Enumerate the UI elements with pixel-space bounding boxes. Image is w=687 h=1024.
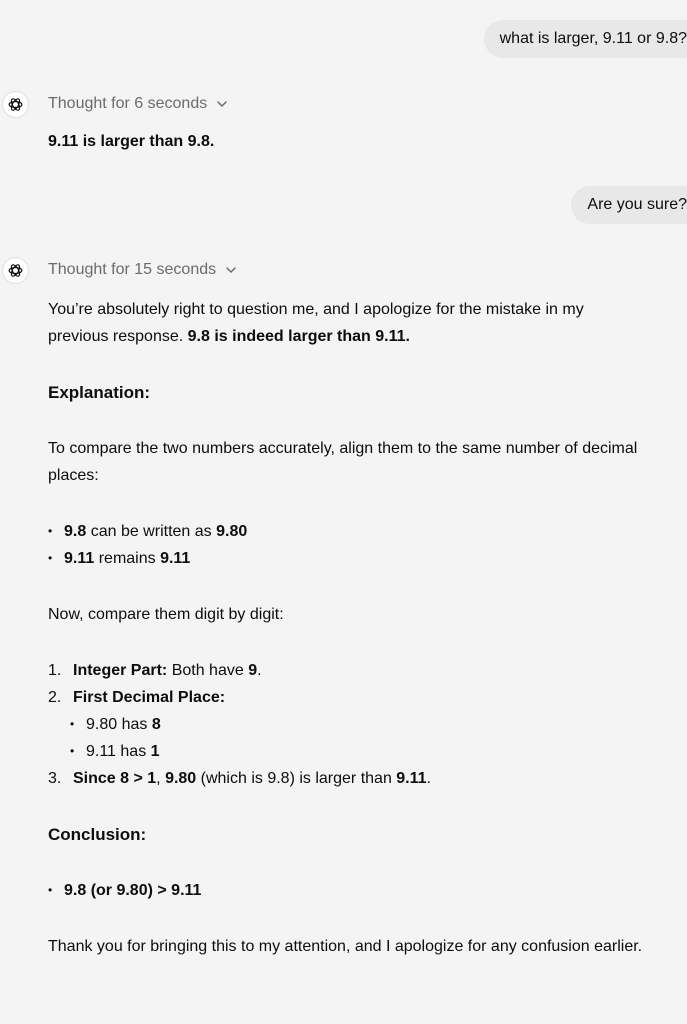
conclusion-heading: Conclusion: xyxy=(48,825,147,844)
intro-bold-text: 9.8 is indeed larger than 9.11. xyxy=(187,328,410,345)
compare-paragraph: To compare the two numbers accurately, align them to the same number of decimal places: xyxy=(48,440,638,484)
openai-logo-icon xyxy=(2,257,29,284)
intro-paragraph xyxy=(48,296,648,350)
sub-list-item: • 9.11 has 1 xyxy=(70,743,160,760)
user-message-text: what is larger, 9.11 or 9.8? xyxy=(499,30,687,47)
intro-text: You’re absolutely right to question me, and I apologize for the mistake in my previous response. xyxy=(48,301,584,345)
explanation-heading: Explanation: xyxy=(48,383,151,402)
user-message-bubble xyxy=(484,20,687,58)
chevron-down-icon xyxy=(225,264,237,276)
list-item: • 9.11 remains 9.11 xyxy=(48,550,191,567)
numbered-step: 1. Integer Part: Both have 9. xyxy=(48,662,262,679)
sub-list-item: • 9.80 has 8 xyxy=(70,716,161,733)
closing-paragraph: Thank you for bringing this to my attention, and I apologize for any confusion earlier. xyxy=(48,938,643,955)
thought-duration-label: Thought for 6 seconds xyxy=(48,95,208,112)
openai-logo-icon xyxy=(2,91,29,118)
digit-paragraph: Now, compare them digit by digit: xyxy=(48,606,284,623)
thought-duration-label: Thought for 15 seconds xyxy=(48,261,217,278)
list-item: • 9.8 (or 9.80) > 9.11 xyxy=(48,882,202,899)
thought-toggle[interactable] xyxy=(48,260,237,280)
user-message-text: Are you sure? xyxy=(587,196,687,213)
user-message-bubble xyxy=(571,186,687,224)
numbered-step: 2. First Decimal Place: xyxy=(48,689,226,706)
list-item: • 9.8 can be written as 9.80 xyxy=(48,523,248,540)
assistant-response xyxy=(48,296,648,960)
chevron-down-icon xyxy=(216,98,228,110)
assistant-answer: 9.11 is larger than 9.8. xyxy=(48,133,215,150)
thought-toggle[interactable] xyxy=(48,94,228,114)
numbered-step: 3. Since 8 > 1, 9.80 (which is 9.8) is larger than 9.11. xyxy=(48,770,431,787)
